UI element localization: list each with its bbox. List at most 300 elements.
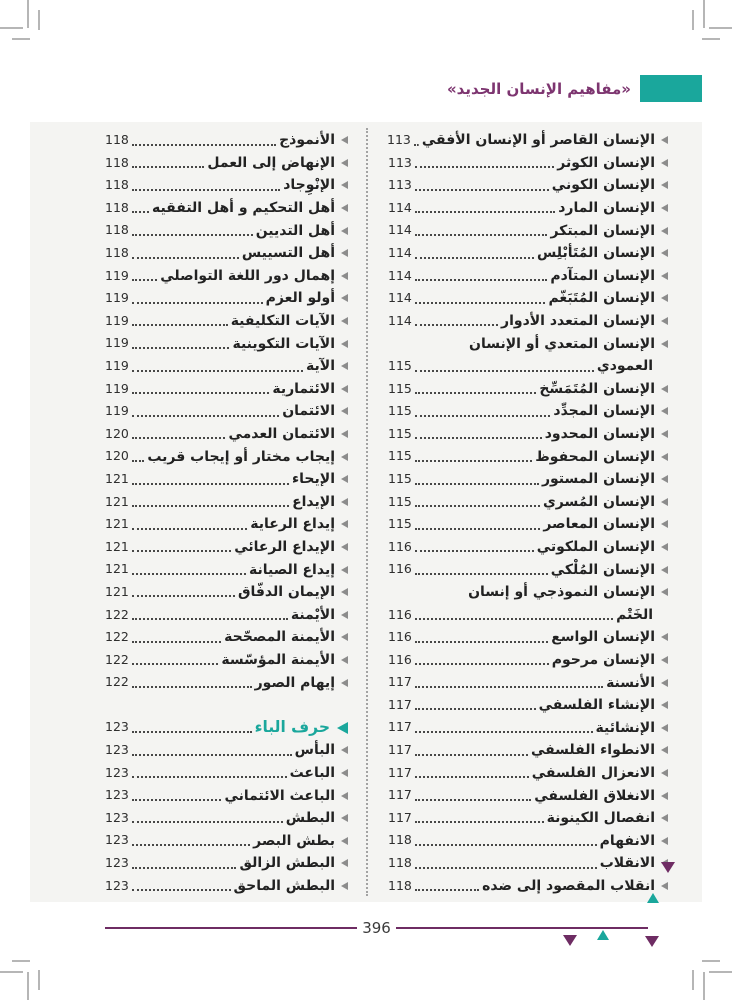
index-entry-row: [105, 287, 348, 310]
dot-leader: [415, 211, 555, 213]
entry-title: الإنسان الكوني: [551, 177, 655, 194]
entry-page-number: 116: [388, 606, 412, 622]
entry-page-number: 115: [388, 448, 412, 464]
entry-title: الإنسان المتعدي أو الإنسان: [469, 335, 655, 352]
dot-leader: [132, 867, 237, 869]
dot-leader: [132, 505, 289, 507]
entry-title: الانغلاق الفلسفي: [534, 787, 655, 804]
entry-page-number: 120: [105, 448, 129, 464]
book-title: «مفاهيم الإنسان الجديد»: [446, 79, 631, 98]
index-entry-row-continuation: [388, 603, 668, 626]
dot-leader: [132, 234, 253, 236]
entry-title: الإيحاء: [292, 471, 335, 488]
dot-leader: [132, 483, 289, 485]
dot-leader: [132, 641, 221, 643]
entry-triangle-icon: [661, 136, 668, 144]
entry-page-number: 118: [388, 832, 412, 848]
entry-page-number: 118: [105, 132, 129, 148]
dot-leader: [132, 663, 218, 665]
entry-title: الائتمان العدمي: [228, 426, 335, 443]
crop-mark: [702, 960, 720, 962]
dot-leader: [415, 392, 536, 394]
index-entry-row: [388, 468, 668, 491]
entry-triangle-icon: [661, 746, 668, 754]
dot-leader: [132, 731, 252, 733]
entry-page-number: 119: [105, 267, 129, 283]
entry-triangle-icon: [661, 520, 668, 528]
dot-leader: [132, 686, 252, 688]
up-triangle-icon: [597, 930, 609, 940]
entry-page-number: 116: [388, 651, 412, 667]
entry-page-number: 119: [105, 335, 129, 351]
entry-title: الإنسان المحدود: [544, 426, 655, 443]
dot-leader: [415, 686, 603, 688]
dot-leader: [415, 189, 549, 191]
index-entry-row: [388, 536, 668, 559]
entry-triangle-icon: [341, 362, 348, 370]
footer-rule-left: [396, 927, 648, 929]
entry-title: الإنسان النموذجي أو إنسان: [468, 584, 655, 601]
entry-title: إيداع الرعاية: [250, 516, 335, 533]
entry-title: الائتمارية: [272, 380, 335, 397]
entry-title: الآيات التكليفية: [230, 313, 335, 330]
entry-title-line2: العمودي: [596, 358, 653, 375]
index-entry-row: [105, 378, 348, 401]
entry-title: الأنموذج: [279, 132, 335, 149]
entry-title: الانطواء الفلسفي: [530, 742, 655, 759]
index-column-right: [366, 122, 702, 902]
index-entry-row: [388, 807, 668, 830]
dot-leader: [132, 370, 303, 372]
entry-page-number: 113: [387, 132, 411, 148]
index-entry-row: [388, 445, 668, 468]
entry-title-line2: الخَتْم: [616, 606, 653, 623]
dot-leader: [415, 528, 540, 530]
entry-title: إيداع الصيانة: [249, 561, 335, 578]
index-entry-row: [388, 287, 668, 310]
dot-leader: [415, 754, 528, 756]
entry-title: الإنسان المجدِّد: [553, 403, 655, 420]
teal-accent-block: [640, 75, 702, 102]
dot-leader: [415, 234, 548, 236]
entry-page-number: 117: [388, 719, 412, 735]
entry-title: الأيْمنة: [290, 606, 335, 623]
entry-triangle-icon: [661, 294, 668, 302]
index-entry-row: [388, 423, 668, 446]
index-entry-row: [105, 762, 348, 785]
entry-triangle-icon: [341, 566, 348, 574]
entry-page-number: 123: [105, 787, 129, 803]
entry-triangle-icon: [341, 792, 348, 800]
entry-triangle-icon: [341, 159, 348, 167]
entry-title: إيهام الصور: [254, 674, 335, 691]
entry-page-number: 118: [105, 222, 129, 238]
dot-leader: [415, 731, 593, 733]
index-entry-row: [105, 536, 348, 559]
index-entry-row: [105, 491, 348, 514]
entry-triangle-icon: [661, 181, 668, 189]
dot-leader: [415, 550, 534, 552]
dot-leader: [132, 595, 235, 597]
entry-title: الإنسان المحفوظ: [535, 448, 655, 465]
entry-page-number: 118: [105, 245, 129, 261]
dot-leader: [132, 799, 222, 801]
entry-triangle-icon: [661, 430, 668, 438]
crop-mark: [38, 10, 40, 30]
dot-leader: [415, 415, 551, 417]
index-entry-row: [105, 423, 348, 446]
index-entry-row: [105, 400, 348, 423]
entry-title: انفصال الكينونة: [546, 810, 655, 827]
entry-title: البأس: [294, 742, 335, 759]
dot-leader: [132, 257, 239, 259]
entry-page-number: 115: [388, 493, 412, 509]
index-entry-row: [105, 852, 348, 875]
index-entry-row: [105, 332, 348, 355]
entry-triangle-icon: [661, 656, 668, 664]
dot-leader: [415, 799, 531, 801]
index-entry-row: [388, 513, 668, 536]
entry-title: البطش: [285, 810, 335, 827]
entry-title: الإنسان المُتَمَسِّخ: [539, 380, 655, 397]
entry-title: الإنسان الكوثر: [557, 154, 655, 171]
entry-page-number: 123: [105, 742, 129, 758]
index-entry-row: [388, 784, 668, 807]
index-entry-row: [105, 581, 348, 604]
entry-page-number: 117: [388, 764, 412, 780]
entry-title: الإنسان المارد: [558, 200, 655, 217]
dot-leader: [415, 324, 498, 326]
entry-triangle-icon: [661, 204, 668, 212]
entry-title: إهمال دور اللغة التواصلي: [160, 267, 335, 284]
dot-leader: [415, 166, 554, 168]
entry-page-number: 115: [388, 470, 412, 486]
crop-mark: [709, 971, 732, 973]
entry-title: الإنسان المعاصر: [543, 516, 655, 533]
entry-page-number: 119: [105, 357, 129, 373]
index-entry-row: [105, 807, 348, 830]
entry-title: الباعث الائتماني: [224, 787, 335, 804]
up-triangle-icon: [647, 893, 659, 903]
down-triangle-icon: [645, 936, 659, 947]
dot-leader: [132, 528, 247, 530]
index-entry-row: [388, 626, 668, 649]
entry-triangle-icon: [661, 814, 668, 822]
dot-leader: [415, 573, 548, 575]
entry-page-number: 117: [388, 696, 412, 712]
entry-triangle-icon: [661, 453, 668, 461]
crop-mark: [702, 38, 720, 40]
index-entry-row: [105, 784, 348, 807]
entry-title: الإنسان مرحوم: [551, 651, 655, 668]
index-entry-row-continuation: [388, 355, 668, 378]
down-triangle-icon: [563, 935, 577, 946]
index-entry-row: [388, 875, 668, 898]
entry-triangle-icon: [341, 294, 348, 302]
dot-leader: [132, 415, 279, 417]
index-entry-row: [388, 265, 668, 288]
dot-leader: [132, 302, 263, 304]
entry-page-number: 115: [388, 516, 412, 532]
index-entry-row: [105, 265, 348, 288]
entry-triangle-icon: [341, 272, 348, 280]
dot-leader: [132, 189, 280, 191]
index-entry-row: [388, 649, 668, 672]
entry-page-number: 117: [388, 809, 412, 825]
index-entry-row: [388, 762, 668, 785]
entry-page-number: 123: [105, 832, 129, 848]
crop-mark: [12, 38, 30, 40]
entry-page-number: 118: [105, 154, 129, 170]
entry-triangle-icon: [661, 882, 668, 890]
entry-triangle-icon: [341, 837, 348, 845]
entry-title: الإيداع: [292, 493, 335, 510]
entry-page-number: 113: [388, 154, 412, 170]
index-entry-row: [388, 491, 668, 514]
dot-leader: [415, 279, 547, 281]
dot-leader: [415, 257, 534, 259]
index-entry-row: [388, 129, 668, 152]
entry-title: أولو العزم: [265, 290, 335, 307]
entry-page-number: 114: [388, 290, 412, 306]
entry-page-number: 116: [388, 629, 412, 645]
index-entry-row: [105, 739, 348, 762]
index-column-left: [30, 122, 366, 902]
entry-title: البطش الماحق: [233, 877, 335, 894]
dot-leader: [132, 279, 157, 281]
entry-triangle-icon: [341, 475, 348, 483]
entry-page-number: 122: [105, 606, 129, 622]
entry-page-number: 122: [105, 651, 129, 667]
entry-page-number: 121: [105, 538, 129, 554]
entry-page-number: 118: [388, 877, 412, 893]
index-entry-row: [105, 445, 348, 468]
dot-leader: [132, 460, 144, 462]
dot-leader: [132, 392, 269, 394]
index-entry-row: [105, 310, 348, 333]
index-entry-row: [388, 694, 668, 717]
entry-title: الانفهام: [599, 832, 655, 849]
entry-triangle-icon: [661, 679, 668, 687]
entry-page-number: 122: [105, 629, 129, 645]
entry-title: الإنسان الواسع: [551, 629, 655, 646]
entry-triangle-icon: [341, 249, 348, 257]
entry-title: الإيداع الرعائي: [234, 538, 335, 555]
entry-page-number: 119: [105, 380, 129, 396]
entry-triangle-icon: [341, 882, 348, 890]
index-entry-row: [105, 558, 348, 581]
crop-mark: [0, 971, 23, 973]
entry-triangle-icon: [661, 566, 668, 574]
dot-leader: [415, 867, 597, 869]
page-number: 396: [362, 918, 391, 937]
crop-mark: [27, 972, 29, 1000]
entry-triangle-icon: [661, 633, 668, 641]
dot-leader: [415, 505, 540, 507]
entry-triangle-icon: [661, 317, 668, 325]
dot-leader: [415, 437, 542, 439]
index-entry-row: [105, 468, 348, 491]
dot-leader: [132, 821, 283, 823]
index-entry-row: [388, 197, 668, 220]
entry-page-number: 118: [105, 177, 129, 193]
entry-title: الإنْوِجاد: [283, 177, 335, 194]
index-entry-row: [105, 513, 348, 536]
index-content: [30, 122, 702, 902]
dot-leader: [415, 844, 597, 846]
entry-page-number: 123: [105, 719, 129, 735]
footer-rule-right: [105, 927, 357, 929]
entry-triangle-icon: [341, 204, 348, 212]
index-entry-row: [388, 242, 668, 265]
entry-page-number: 117: [388, 674, 412, 690]
entry-triangle-icon: [661, 340, 668, 348]
entry-page-number: 115: [388, 403, 412, 419]
entry-triangle-icon: [341, 679, 348, 687]
index-entry-row: [105, 129, 348, 152]
index-entry-row: [388, 739, 668, 762]
entry-page-number: 123: [105, 877, 129, 893]
dot-leader: [132, 889, 231, 891]
entry-triangle-icon: [341, 498, 348, 506]
index-entry-row: [388, 671, 668, 694]
entry-triangle-icon: [341, 656, 348, 664]
dot-leader: [132, 324, 228, 326]
entry-page-number: 114: [388, 267, 412, 283]
index-entry-row: [388, 581, 668, 604]
entry-triangle-icon: [661, 407, 668, 415]
index-entry-row: [388, 829, 668, 852]
index-entry-row: [388, 332, 668, 355]
entry-title: الإنسان المتآدم: [550, 267, 655, 284]
entry-page-number: 121: [105, 561, 129, 577]
entry-title: البطش الزالق: [239, 855, 335, 872]
index-entry-row: [105, 242, 348, 265]
dot-leader: [132, 754, 292, 756]
crop-mark: [0, 27, 23, 29]
spacer-row: [105, 694, 348, 717]
entry-page-number: 116: [388, 538, 412, 554]
entry-title: انقلاب المقصود إلى ضده: [482, 877, 655, 894]
index-entry-row: [105, 875, 348, 898]
dot-leader: [415, 663, 549, 665]
entry-triangle-icon: [341, 633, 348, 641]
entry-triangle-icon: [661, 385, 668, 393]
entry-page-number: 120: [105, 425, 129, 441]
dot-leader: [415, 370, 594, 372]
entry-triangle-icon: [341, 453, 348, 461]
entry-page-number: 122: [105, 674, 129, 690]
dot-leader: [415, 641, 548, 643]
entry-triangle-icon: [661, 588, 668, 596]
entry-page-number: 116: [388, 561, 412, 577]
entry-triangle-icon: [661, 227, 668, 235]
entry-title: بطش البصر: [253, 832, 335, 849]
index-entry-row: [105, 197, 348, 220]
entry-title: الإنشائية: [595, 719, 655, 736]
index-entry-row: [105, 152, 348, 175]
crop-mark: [709, 27, 732, 29]
entry-triangle-icon: [341, 588, 348, 596]
entry-page-number: 117: [388, 742, 412, 758]
index-entry-row: [105, 603, 348, 626]
entry-page-number: 114: [388, 245, 412, 261]
down-triangle-icon: [661, 862, 675, 873]
dot-leader: [132, 573, 246, 575]
entry-title: الباعث: [289, 764, 335, 781]
entry-title: أهل التسييس: [241, 245, 335, 262]
index-entry-row: [388, 400, 668, 423]
entry-triangle-icon: [661, 272, 668, 280]
dot-leader: [132, 144, 276, 146]
entry-triangle-icon: [661, 475, 668, 483]
index-entry-row: [388, 716, 668, 739]
entry-title: الإنسان المُلْكي: [550, 561, 655, 578]
entry-title: أهل التحكيم و أهل التفقيه: [151, 200, 335, 217]
entry-page-number: 117: [388, 787, 412, 803]
dot-leader: [414, 144, 419, 146]
dot-leader: [132, 550, 231, 552]
entry-title: الأيمنة المؤسّسة: [221, 651, 335, 668]
entry-page-number: 119: [105, 403, 129, 419]
entry-triangle-icon: [341, 520, 348, 528]
dot-leader: [132, 618, 288, 620]
entry-title: الآيات التكوينية: [232, 335, 335, 352]
crop-mark: [692, 10, 694, 30]
entry-page-number: 121: [105, 493, 129, 509]
entry-title: الائتمان: [282, 403, 335, 420]
entry-title: الآية: [306, 358, 335, 375]
entry-triangle-icon: [341, 543, 348, 551]
entry-title: الإنهاض إلى العمل: [207, 154, 335, 171]
dot-leader: [415, 618, 613, 620]
index-entry-row: [388, 378, 668, 401]
entry-page-number: 119: [105, 290, 129, 306]
index-entry-row: [105, 671, 348, 694]
entry-title: الإيمان الدفّاق: [237, 584, 335, 601]
entry-title: الإنشاء الفلسفي: [538, 697, 655, 714]
entry-page-number: 113: [388, 177, 412, 193]
entry-page-number: 118: [105, 199, 129, 215]
dot-leader: [132, 166, 205, 168]
entry-page-number: 114: [388, 312, 412, 328]
column-divider: [366, 128, 368, 896]
entry-title: الأيمنة المصحّحة: [224, 629, 335, 646]
dot-leader: [415, 460, 532, 462]
crop-mark: [12, 960, 30, 962]
entry-triangle-icon: [661, 159, 668, 167]
index-entry-row: [388, 852, 668, 875]
entry-triangle-icon: [341, 385, 348, 393]
entry-page-number: 121: [105, 516, 129, 532]
entry-title: الإنسان الملكوتي: [536, 538, 655, 555]
dot-leader: [415, 821, 544, 823]
dot-leader: [132, 437, 226, 439]
dot-leader: [415, 708, 536, 710]
index-entry-row: [105, 626, 348, 649]
page-header: [438, 75, 702, 102]
dot-leader: [415, 302, 546, 304]
entry-triangle-icon: [341, 611, 348, 619]
entry-triangle-icon: [341, 227, 348, 235]
crop-mark: [38, 970, 40, 990]
entry-triangle-icon: [341, 769, 348, 777]
dot-leader: [132, 347, 230, 349]
entry-triangle-icon: [341, 430, 348, 438]
entry-page-number: 123: [105, 809, 129, 825]
entry-page-number: 118: [388, 855, 412, 871]
crop-mark: [703, 0, 705, 28]
